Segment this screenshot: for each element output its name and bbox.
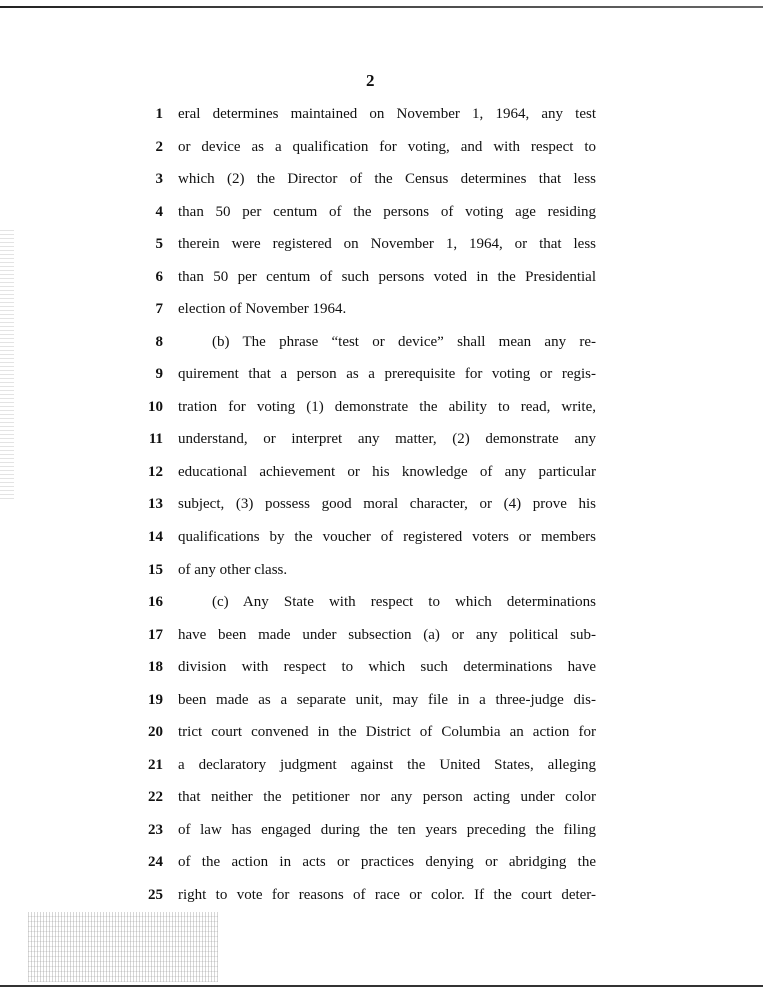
line-text: subject, (3) possess good moral character, or (4) prove his <box>178 496 596 512</box>
line-text: understand, or interpret any matter, (2) demonstrate any <box>178 431 596 447</box>
line-number: 25 <box>148 887 163 903</box>
line-number: 22 <box>148 789 163 805</box>
line-number: 23 <box>148 822 163 838</box>
text-line <box>0 854 763 876</box>
line-number: 21 <box>148 757 163 773</box>
scan-noise <box>28 912 218 982</box>
line-number: 17 <box>148 627 163 643</box>
line-number: 20 <box>148 724 163 740</box>
line-text: a declaratory judgment against the United States, alleging <box>178 757 596 773</box>
text-line <box>0 724 763 746</box>
line-text: educational achievement or his knowledge of any particular <box>178 464 596 480</box>
line-text: election of November 1964. <box>178 301 347 317</box>
text-line <box>0 399 763 421</box>
line-text: or device as a qualification for voting, and with respect to <box>178 139 596 155</box>
text-line <box>0 204 763 226</box>
text-line <box>0 529 763 551</box>
line-number: 1 <box>155 106 163 122</box>
line-number: 16 <box>148 594 163 610</box>
text-line <box>0 692 763 714</box>
line-text: have been made under subsection (a) or any political sub- <box>178 627 596 643</box>
line-text: right to vote for reasons of race or color. If the court deter- <box>178 887 596 903</box>
line-number: 10 <box>148 399 163 415</box>
line-text: (b) The phrase “test or device” shall mean any re- <box>212 334 596 350</box>
page-number: 2 <box>366 71 375 90</box>
text-line <box>0 171 763 193</box>
text-line <box>0 464 763 486</box>
line-text: qualifications by the voucher of registered voters or members <box>178 529 596 545</box>
text-line <box>0 789 763 811</box>
line-number: 14 <box>148 529 163 545</box>
text-line <box>0 822 763 844</box>
text-line <box>0 106 763 128</box>
line-number: 15 <box>148 562 163 578</box>
line-text: therein were registered on November 1, 1964, or that less <box>178 236 596 252</box>
line-number: 7 <box>155 301 163 317</box>
text-line <box>0 562 763 584</box>
text-line <box>0 301 763 323</box>
line-number: 5 <box>155 236 163 252</box>
line-text: which (2) the Director of the Census determines that less <box>178 171 596 187</box>
line-text: of law has engaged during the ten years preceding the filing <box>178 822 596 838</box>
top-rule <box>0 6 763 8</box>
line-text: than 50 per centum of such persons voted in the Presidential <box>178 269 596 285</box>
line-number: 18 <box>148 659 163 675</box>
bottom-rule <box>0 985 763 987</box>
line-number: 24 <box>148 854 163 870</box>
line-text: been made as a separate unit, may file in a three-judge dis- <box>178 692 596 708</box>
text-line <box>0 269 763 291</box>
line-text: tration for voting (1) demonstrate the ability to read, write, <box>178 399 596 415</box>
line-number: 19 <box>148 692 163 708</box>
text-line <box>0 139 763 161</box>
text-line <box>0 496 763 518</box>
text-line <box>0 236 763 258</box>
line-number: 3 <box>155 171 163 187</box>
text-line <box>0 334 763 356</box>
line-text: trict court convened in the District of Columbia an action for <box>178 724 596 740</box>
line-text: eral determines maintained on November 1, 1964, any test <box>178 106 596 122</box>
text-line <box>0 366 763 388</box>
line-text: that neither the petitioner nor any person acting under color <box>178 789 596 805</box>
line-text: quirement that a person as a prerequisite for voting or regis- <box>178 366 596 382</box>
line-number: 12 <box>148 464 163 480</box>
text-line <box>0 627 763 649</box>
line-text: (c) Any State with respect to which determinations <box>212 594 596 610</box>
line-number: 4 <box>155 204 163 220</box>
text-line <box>0 659 763 681</box>
line-text: of any other class. <box>178 562 288 578</box>
line-number: 13 <box>148 496 163 512</box>
line-number: 9 <box>155 366 163 382</box>
line-number: 2 <box>155 139 163 155</box>
line-text: than 50 per centum of the persons of voting age residing <box>178 204 596 220</box>
text-line <box>0 757 763 779</box>
line-text: of the action in acts or practices denying or abridging the <box>178 854 596 870</box>
line-number: 8 <box>155 334 163 350</box>
text-line <box>0 887 763 909</box>
line-text: division with respect to which such determinations have <box>178 659 596 675</box>
line-number: 6 <box>155 269 163 285</box>
line-number: 11 <box>148 431 163 447</box>
text-line <box>0 594 763 616</box>
text-line <box>0 431 763 453</box>
